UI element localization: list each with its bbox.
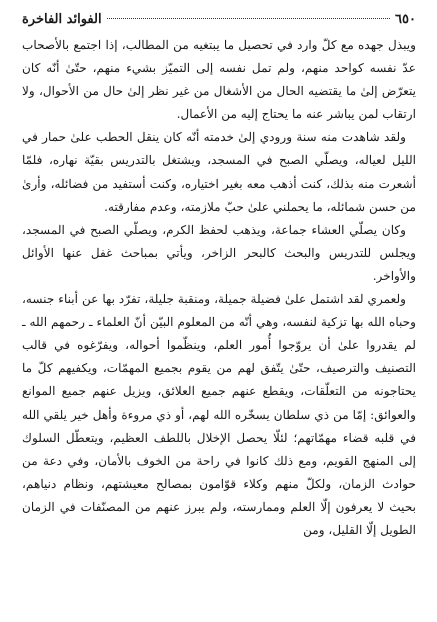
paragraph: وكان يصلّي العشاء جماعة، ويذهب لحفظ الكرم، ويصلّي الصبح في المسجد، ويجلس للتدريس والبحث كالبحر الزاخر، ويأتي بمباحث غفل عنها الأوائل والأواخر. (22, 222, 416, 283)
header-title: الفوائد الفاخرة (22, 12, 102, 27)
running-header (22, 12, 416, 34)
page-number: ٦٥٠ (395, 12, 416, 27)
paragraph: ولقد شاهدت منه سنة ورودي إلىٰ خدمته أنّه كان ينقل الحطب علىٰ حمار في الليل لعياله، ويصلّي الصبح في المسجد، ويشتغل بالتدريس بقيّة نهاره، فلمّا أشعرت منه بذلك، كنت أذهب معه بغير اختياره، وكنت أستفيد من فضائله، وأرىٰ من حسن شمائله، ما يحملني علىٰ حبّ ملازمته، وعدم مفارقته. (22, 130, 416, 214)
header-dot-leader (107, 18, 390, 19)
paragraph: ولعمري لقد اشتمل علىٰ فضيلة جميلة، ومنقبة جليلة، تفرّد بها عن أبناء جنسه، وحباه الله بها تزكية لنفسه، وهي أنّه من المعلوم البيّن أنّ العلماء ـ رحمهم الله ـ لم يقدروا علىٰ أن يروّجوا أُمور العلم، وينظّموا أحواله، ويفرّغوه في قالب التصنيف والترصيف، حتّىٰ يتّفق لهم من يقوم بجميع المهمّات، ويكفيهم كلّ ما يحتاجونه من التعلّقات، ويقطع عنهم جميع العلائق، ويزيل عنهم جميع الموانع والعوائق: إمّا من ذي سلطان يسخّره الله لهم، أو ذي مروءة وأهل خير يلقي الله في قلبه قضاء مهمّاتهم؛ لئلّا يحصل الإخلال باللطف العظيم، ويتعطّل السلوك إلى المنهج القويم، ومع ذلك كانوا في راحة من الخوف بالأمان، وفي دعة من حوادث الزمان، ولكلّ منهم وكلاء قوّامون بمصالح معيشتهم، ونظام دنياهم، بحيث لا يعرفون إلّا العلم وممارسته، ولم يبرز عنهم من المصنّفات في الزمان الطويل إلّا القليل، ومن (22, 292, 416, 537)
paragraph: ويبذل جهده مع كلّ وارد في تحصيل ما يبتغيه من المطالب، إذا اجتمع بالأصحاب عدّ نفسه كواحد منهم، ولم تمل نفسه إلى التميّز بشيء منهم، حتّىٰ أنّه كان يتعرّض إلىٰ ما يقتضيه الحال من الأشغال من غير نظر إلىٰ حال من الأحوال، ولا ارتقاب لمن يباشر عنه ما يحتاج إليه من الأعمال. (22, 38, 416, 122)
body-text (22, 34, 416, 542)
